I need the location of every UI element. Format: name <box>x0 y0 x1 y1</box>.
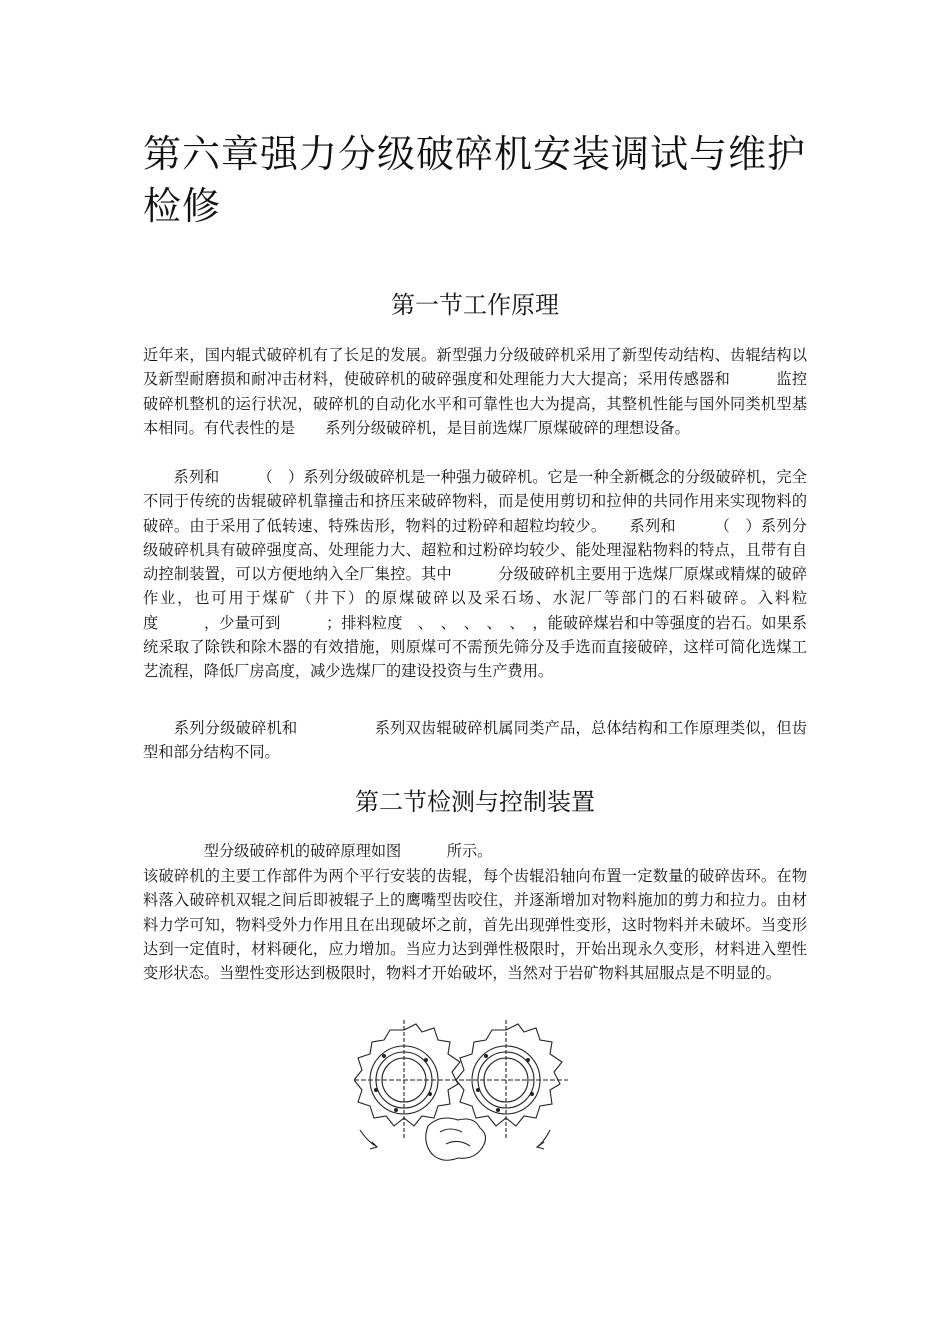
chapter-title: 第六章强力分级破碎机安装调试与维护检修 <box>143 132 807 228</box>
section-2-paragraph-2: 该破碎机的主要工作部件为两个平行安装的齿辊，每个齿辊沿轴向布置一定数量的破碎齿环。在物料落入破碎机双辊之间后即被辊子上的鹰嘴型齿咬住，并逐渐增加对物料施加的剪力和拉力。由材料力学可知，物料受外力作用且在出现破坏之前，首先出现弹性变形，这时物料并未破坏。当变形达到一定值时，材料硬化，应力增加。当应力达到弹性极限时，开始出现永久变形，材料进入塑性变形状态。当塑性变形达到极限时，物料才开始破坏，当然对于岩矿物料其屈服点是不明显的。 <box>143 867 807 983</box>
section-1-paragraph-3: 系列分级破碎机和 系列双齿辊破碎机属同类产品，总体结构和工作原理类似，但齿型和部分结构不同。 <box>143 719 807 762</box>
section-2-paragraph-1: 型分级破碎机的破碎原理如图 所示。 <box>143 842 493 860</box>
section-1-paragraph-2: 系列和 （ ）系列分级破碎机是一种强力破碎机。它是一种全新概念的分级破碎机，完全不同于传统的齿辊破碎机靠撞击和挤压来破碎物料，而是使用剪切和拉伸的共同作用来实现物料的破碎。由于采用了低转速、特殊齿形，物料的过粉碎和超粒均较少。 系列和 （ ）系列分级破碎机具有破碎强度高、处理能力大、超粒和过粉碎均较少、能处理湿粘物料的特点，且带有自动控制装置，可以方便地纳入全厂集控。其中 分级破碎机主要用于选煤厂原煤或精煤的破碎作业，也可用于煤矿（井下）的原煤破碎以及采石场、水泥厂等部门的石料破碎。入料粒度 ，少量可到 ；排料粒度 、 、 、 、 、 ，能破碎煤岩和中等强度的岩石。如果系统采取了除铁和除木器的有效措施，则原煤可不需预先筛分及手选而直接破碎，这样可简化选煤工艺流程，降低厂房高度，减少选煤厂的建设投资与生产费用。 <box>143 468 807 681</box>
section-1-title: 第一节工作原理 <box>391 291 559 319</box>
section-2-title: 第二节检测与控制装置 <box>355 788 595 816</box>
crusher-roller-diagram-icon <box>354 1018 568 1166</box>
section-1-paragraph-1: 近年来，国内辊式破碎机有了长足的发展。新型强力分级破碎机采用了新型传动结构、齿辊结构以及新型耐磨损和耐冲击材料，使破碎机的破碎强度和处理能力大大提高；采用传感器和 监控破碎机整机的运行状况，破碎机的自动化水平和可靠性也大为提高，其整机性能与国外同类机型基本相同。有代表性的是 系列分级破碎机，是目前选煤厂原煤破碎的理想设备。 <box>143 346 807 437</box>
